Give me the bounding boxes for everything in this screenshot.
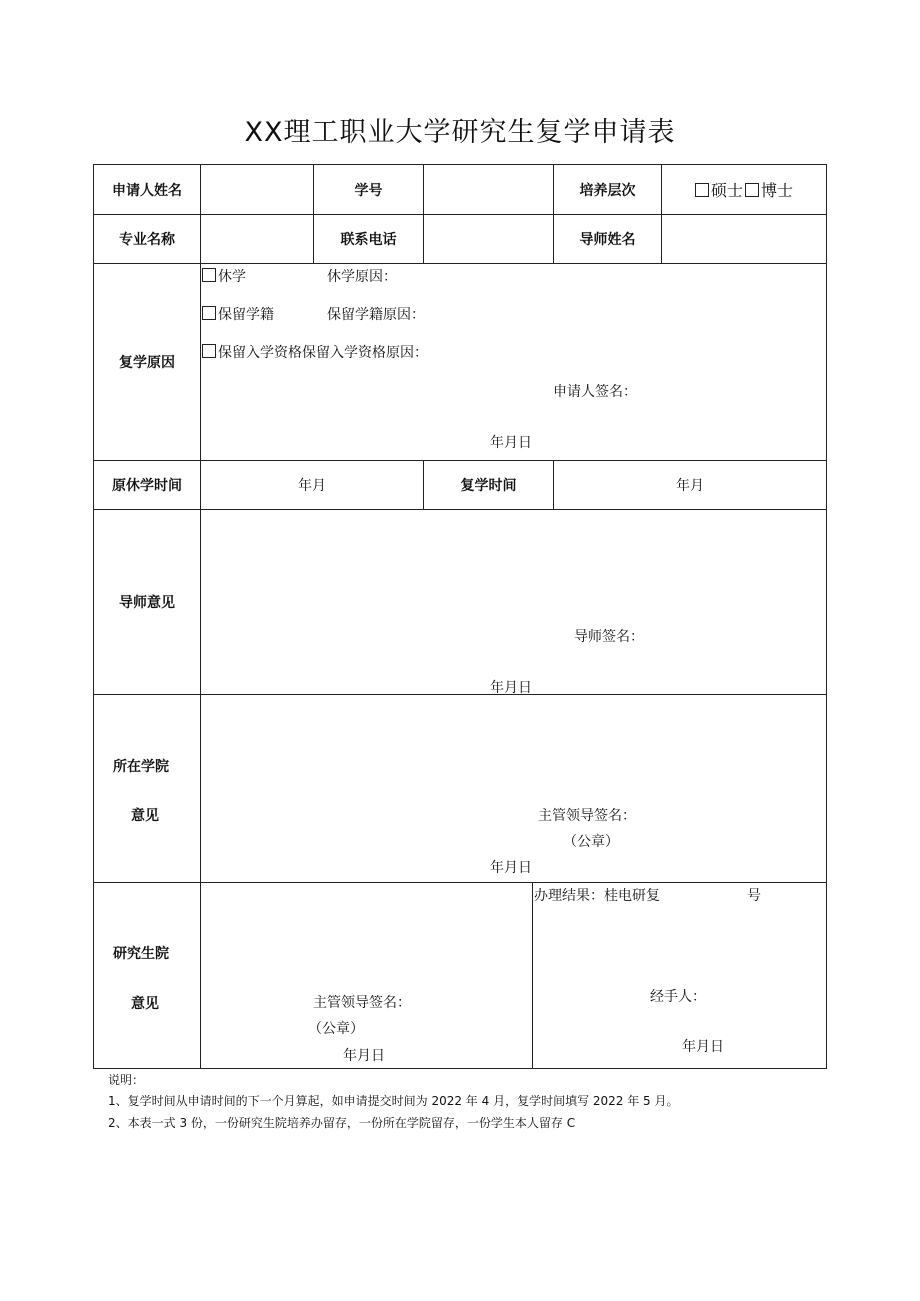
applicant-signature-label: 申请人签名： [553,384,637,400]
processing-result-suffix: 号 [747,888,761,904]
college-date: 年月日 [490,860,532,876]
college-opinion-label-1: 所在学院 [113,759,169,775]
level-doctor-label: 博士 [761,181,794,200]
option-retain-admission[interactable]: 保留入学资格保留入学资格原因： [202,342,428,362]
applicant-name-label: 申请人姓名 [112,182,182,199]
checkbox-retain-admission[interactable] [202,344,216,358]
phone-field[interactable] [424,215,553,263]
college-signature-label: 主管领导签名： [538,808,636,824]
college-opinion-label-2: 意见 [131,808,159,824]
page-title: XX理工职业大学研究生复学申请表 [244,117,676,148]
major-field[interactable] [201,215,313,263]
resume-time-label: 复学时间 [460,478,517,494]
option-retain-status[interactable]: 保留学籍 [202,304,274,324]
advisor-signature-label: 导师签名： [574,629,644,645]
notes-item-2: 2、本表一式 3 份，一份研究生院培养办留存，一份所在学院留存，一份学生本人留存 C [108,1116,576,1130]
checkbox-retain-status[interactable] [202,306,216,320]
grad-date: 年月日 [343,1048,385,1064]
training-level-label: 培养层次 [579,182,636,199]
grad-opinion-label-2: 意见 [131,996,159,1012]
advisor-name-field[interactable] [662,215,826,263]
training-level-options [662,165,826,214]
applicant-date: 年月日 [490,435,532,451]
original-suspension-time-value[interactable]: 年月 [298,478,326,494]
college-seal: （公章） [563,834,619,850]
original-suspension-time-label: 原休学时间 [112,478,182,494]
grad-opinion-label-1: 研究生院 [113,946,169,962]
suspension-reason-label: 休学原因： [327,269,397,285]
notes-heading: 说明： [108,1073,145,1087]
advisor-name-label: 导师姓名 [579,232,636,248]
checkbox-doctor[interactable] [745,183,759,197]
handler-label: 经手人： [650,989,706,1005]
grad-seal: （公章） [308,1021,364,1037]
notes-item-1: 1、复学时间从申请时间的下一个月算起，如申请提交时间为 2022 年 4 月，复学时间填写 2022 年 5 月。 [108,1094,679,1108]
applicant-name-field[interactable] [201,165,313,214]
level-master-label: 硕士 [710,181,743,200]
resume-time-value[interactable]: 年月 [676,478,704,494]
retain-status-reason-label: 保留学籍原因： [327,307,425,323]
phone-label: 联系电话 [340,232,397,248]
student-id-field[interactable] [424,165,553,214]
checkbox-master[interactable] [695,183,709,197]
major-label: 专业名称 [119,232,175,248]
checkbox-suspension[interactable] [202,268,216,282]
handler-date: 年月日 [682,1039,724,1055]
resume-reason-label: 复学原因 [119,355,175,371]
student-id-label: 学号 [354,182,383,199]
advisor-date: 年月日 [490,680,532,696]
option-suspension[interactable]: 休学 [202,266,246,286]
advisor-opinion-label: 导师意见 [119,595,175,611]
grad-signature-label: 主管领导签名： [313,995,411,1011]
retain-admission-reason-label: 保留入学资格原因： [302,345,428,361]
processing-result-label: 办理结果：桂电研复 [534,888,660,904]
